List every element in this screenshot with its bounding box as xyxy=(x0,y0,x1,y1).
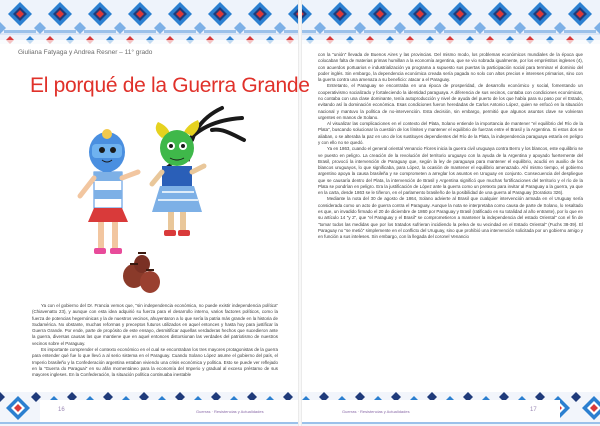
right-running-title: Guerras · Resistencias y Actualidades xyxy=(342,409,410,414)
left-running-title: Guerras · Resistencias y Actualidades xyxy=(196,409,264,414)
left-column-text xyxy=(32,303,278,387)
right-paragraph-1: con la "unión" llevada de Buenos Aires y las provincias. Del mismo modo, los problemas económicos mundiales de la época que colocaban falta de materias primas humillan a la economía argentina, que se vio sobrada igualmente, por los empréstitos ingleses (4), con acuerdos portuarios e industrialización ya programa a supuesto sus puertas la participación social para terminar el dominio del poder inglés. Sin embargo, la dependencia económica creada sería pagada no solo con altos precios e intereses primarios, sino con la guerra contra una amenaza a su beneficio: atacar a el Paraguay. xyxy=(318,52,583,83)
left-page-number: 16 xyxy=(58,407,65,413)
left-cartoon-character xyxy=(80,129,138,254)
cartoon-illustration xyxy=(22,100,250,300)
article-title: El porqué de la Guerra Grande xyxy=(30,74,310,97)
right-paragraph-2: Entretanto, el Paraguay se encontraba en una época de prosperidad, de desarrollo económico y social, fomentando un cooperativismo socializado y fortaleciendo la identidad paraguaya. A diferencia de sus vecinos, contaba con condiciones económicas, no contaba con una clase dominante, tenía autoproducción y nivel de ayuda del puerto de los que había para su paso por el Estado, evitando así la dominación económica. Esas condiciones fueron heredadas de Carlos Antonio López, quien se enfocó en la situación nacional y mantuvo la política de no-intervención. Esta decisión, sin embargo, permitió que algunos asuntos clave se volvieran urgentes en manos de Solano. xyxy=(318,83,583,120)
right-column-text xyxy=(318,52,583,390)
right-page-number: 17 xyxy=(530,407,537,413)
author-line: Giuliana Fatyaga y Andrea Resner – 11° grado xyxy=(18,49,153,56)
page-gutter xyxy=(298,0,302,426)
left-paragraph-2: Es importante comprender el contexto económico en el cual se encontraban los tres mayores protagonistas de la guerra para entender qué fue lo que llevó a al serio sistema en el Paraguay. Cuando Solano López asume el gobierno del país, el Imperio brasileño y la Confederación argentina estaban viviendo una crisis económica y política. Esto se puede ver reflejado en la "Guerra do Paraguai" en su afán momentáneo para la economía del Imperio y gradual al exceso préstamo de sus mayores ingleses. En la Confederación, la situación política continuaba inestable xyxy=(32,346,278,378)
right-paragraph-5: Mediante la nota del 30 de agosto de 1864, Solano advierte al Brasil que cualquier intervención armada en el Uruguay sería considerada como un acto de guerra contra el Paraguay. Aunque la nota se interpretaba como causa de parte de Solano, lo resaltado es que, un invadido firmado el 20 de diciembre de 1860 por Paraguay y Brasil (ratificado en su totalidad al año entrante), por lo que en su artículo 14 "y 2", que "el Paraguay y el Brasil" se comprometieron a mantener la independencia del estado Oriental" con el fin de "tomar todos las medidas que por los tratados sufrieran incidiendo la pelea de su vecindad en el Estado Oriental" (Fuchs 38-39). El Paraguay no "se metió" simplemente en el conflicto del Uruguay, sino que prohibió una intervención solicitada por un gobierno amigo y en función a sus inteleses. Sin embargo, con la llegada del coronel Venancio xyxy=(318,196,583,240)
right-cartoon-character xyxy=(152,120,204,236)
money-bags xyxy=(123,253,160,293)
right-paragraph-4: Ya en 1863, cuando el general oriental Venancio Flores inicia la guerra civil uruguaya contra Berro y los blancos, este equilibrio se ve puesto en peligro. La creación de la revolución del territorio uruguayo con la ayuda de la Argentina y apoyado fuertemente del Brasil, provocó la intervención de Paraguay que, según la ley de paraguaya para mantener el equilibrio, acudió en auxilio de los blancos uruguayos, lo que significaba, para López, la ocasión de mantener el equilibrio amenazado. Ahí mismo tiempo, el gobierno argentino apoya la causa brasileña y se comprometen a arreglar los asuntos en Uruguay en conjunto. Consecuencia del despliegue que se causaría dentro del Plata, la intervención de Brasil y Argentina significó que muchas fortificaciones del territorio y el río de la Plata se pondrían en peligro. Era la justificación de López ante la guerra como un pretexto para invitar al Paraguay a la guerra, ya que en la carta, desde 1863 se le tiñeron, en el parlamento brasileño de la posibilidad de una guerra al Paraguay (Doratioto 326). xyxy=(318,146,583,196)
right-paragraph-3: Al visualizar las complicaciones en el contexto del Plata, Solano entiende la importancia de mantener "el equilibrio del Río de la Plata", buscando solucionar la cuestión de los límites y mantener el equilibrio de fuerzas entre el Brasil y la Argentina. Si estos dos se aliaban, o se alteraba la paz en uno de los sustituyes dependientes del Río de la Plata, la independencia paraguaya estaría en peligro y con ello no se quedó. xyxy=(318,121,583,145)
left-paragraph-1: Ya con el gobierno del Dr. Francia vemos que, "sin independencia económica, no puede existir independencia política" (Chiavenatto 23), y aunque con esta idea adquirió su fuerza para el desarrollo interno, varios factores políticos, como la fuerza de potencias hegemónicas y la de nuestros vecinos, ahuyentaron a lo que sería la patria más grande en la historia de Sudamérica. No obstante, muchas reformas y preceptos futuros utilizados en aquel entonces y hasta hoy para justificar la Guerra Grande. Por ende, parte de propósito de este ensayo, desmitificar aquellas verdaderas hechos que sucedieron ante la guerra, diversas causas las que mantiene que en aquel entonces distorsionan las verdades del patriotismo de nuestros vecinos sobre el Paraguay. xyxy=(32,303,278,346)
